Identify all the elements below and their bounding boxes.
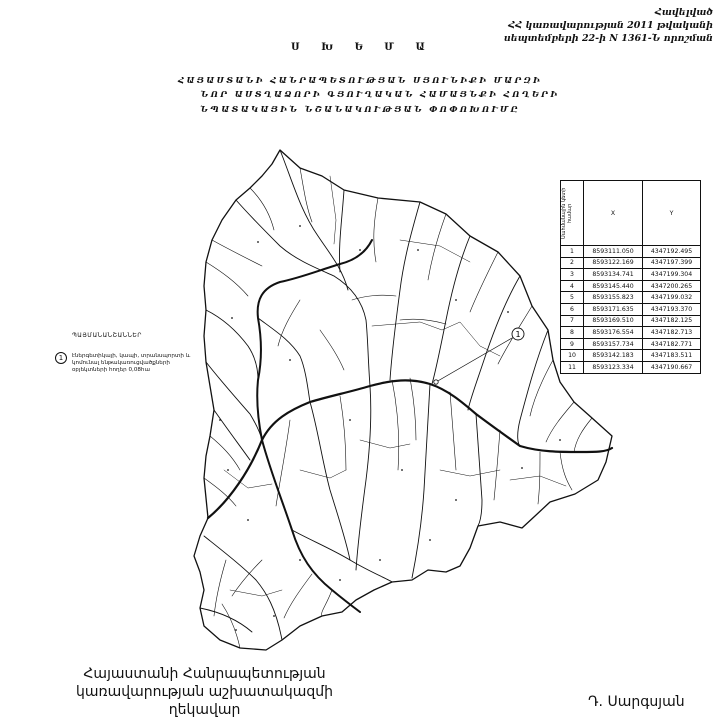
point-number-cell: 5 — [561, 292, 584, 304]
annex-line-2: ՀՀ կառավարության 2011 թվականի — [508, 20, 713, 31]
annex-line-1: Հավելված — [654, 7, 713, 18]
x-coordinate-cell: 8593157.734 — [584, 338, 643, 350]
point-number-cell: 10 — [561, 350, 584, 362]
callout-leader — [436, 338, 512, 382]
signer-name: Դ. Սարգսյան — [588, 694, 685, 710]
x-coordinate-cell: 8593123.334 — [584, 361, 643, 373]
river-branch-north — [257, 240, 372, 440]
callout-label: 1 — [515, 330, 521, 339]
x-coordinate-cell: 8593176.554 — [584, 327, 643, 339]
point-number-cell: 9 — [561, 338, 584, 350]
y-coordinate-cell: 4347199.032 — [643, 292, 701, 304]
y-coordinate-cell: 4347193.370 — [643, 303, 701, 315]
y-coordinate-cell: 4347182.771 — [643, 338, 701, 350]
footer-line-3: ղեկավար — [168, 702, 241, 718]
coordinates-table — [560, 180, 701, 374]
table-row — [561, 315, 701, 327]
legend-title: ՊԱՅՄԱՆԱՆՇԱՆՆԵՐ — [72, 332, 142, 339]
point-number-cell: 11 — [561, 361, 584, 373]
table-row — [561, 257, 701, 269]
y-coordinate-cell: 4347200.265 — [643, 280, 701, 292]
footer-line-2: կառավարության աշխատակազմի — [76, 684, 334, 700]
y-coordinate-cell: 4347190.667 — [643, 361, 701, 373]
coordinates-body — [561, 246, 701, 374]
table-row — [561, 303, 701, 315]
table-row — [561, 246, 701, 258]
x-coordinate-cell: 8593171.635 — [584, 303, 643, 315]
y-coordinate-cell: 4347199.304 — [643, 269, 701, 281]
header-point-label: Սահմանային կետի համար — [561, 187, 573, 239]
y-coordinate-cell: 4347192.495 — [643, 246, 701, 258]
point-number-cell: 3 — [561, 269, 584, 281]
annex-line-3: սեպտեմբերի 22-ի N 1361-Ն որոշման — [503, 33, 713, 44]
x-coordinate-cell: 8593155.823 — [584, 292, 643, 304]
x-coordinate-cell: 8593122.169 — [584, 257, 643, 269]
scheme-title: Ս Խ Ե Մ Ա — [291, 42, 434, 53]
point-number-cell: 2 — [561, 257, 584, 269]
table-row — [561, 280, 701, 292]
subtitle-line-3: ՆՊԱՏԱԿԱՅԻՆ ՆՇԱՆԱԿՈՒԹՅԱՆ ՓՈՓՈԽՈՒՄԸ — [200, 105, 520, 115]
legend-marker: 1 — [55, 352, 67, 364]
y-coordinate-cell: 4347182.125 — [643, 315, 701, 327]
table-row — [561, 269, 701, 281]
table-row — [561, 338, 701, 350]
header-point-number — [561, 181, 584, 246]
y-coordinate-cell: 4347197.399 — [643, 257, 701, 269]
table-row — [561, 327, 701, 339]
x-coordinate-cell: 8593145.440 — [584, 280, 643, 292]
point-number-cell: 4 — [561, 280, 584, 292]
plot-location — [434, 380, 438, 384]
header-y: Y — [643, 181, 701, 246]
x-coordinate-cell: 8593111.050 — [584, 246, 643, 258]
table-row — [561, 350, 701, 362]
point-number-cell: 8 — [561, 327, 584, 339]
table-header-row — [561, 181, 701, 246]
river-branch-south — [262, 440, 360, 612]
legend-text: էներգետիկայի, կապի, տրանսպորտի և կոմունալ ենթակառուցվածքների օբյեկտների հողեր 0,08հա — [72, 353, 191, 374]
x-coordinate-cell: 8593169.510 — [584, 315, 643, 327]
y-coordinate-cell: 4347183.511 — [643, 350, 701, 362]
y-coordinate-cell: 4347182.713 — [643, 327, 701, 339]
point-number-cell: 7 — [561, 315, 584, 327]
x-coordinate-cell: 8593134.741 — [584, 269, 643, 281]
subtitle-line-2: ՆՈՐ ԱՍՏՂԱՁՈՐԻ ԳՅՈՒՂԱԿԱՆ ՀԱՄԱՅՆՔԻ ՀՈՂԵՐԻ — [200, 90, 560, 100]
main-river — [208, 380, 612, 518]
subtitle-line-1: ՀԱՅԱՍՏԱՆԻ ՀԱՆՐԱՊԵՏՈՒԹՅԱՆ ՍՅՈՒՆԻՔԻ ՄԱՐԶԻ — [177, 76, 543, 86]
point-number-cell: 1 — [561, 246, 584, 258]
footer-line-1: Հայաստանի Հանրապետության — [83, 666, 326, 682]
header-x: X — [584, 181, 643, 246]
table-row — [561, 361, 701, 373]
point-number-cell: 6 — [561, 303, 584, 315]
table-row — [561, 292, 701, 304]
footer-position — [76, 665, 333, 719]
x-coordinate-cell: 8593142.183 — [584, 350, 643, 362]
